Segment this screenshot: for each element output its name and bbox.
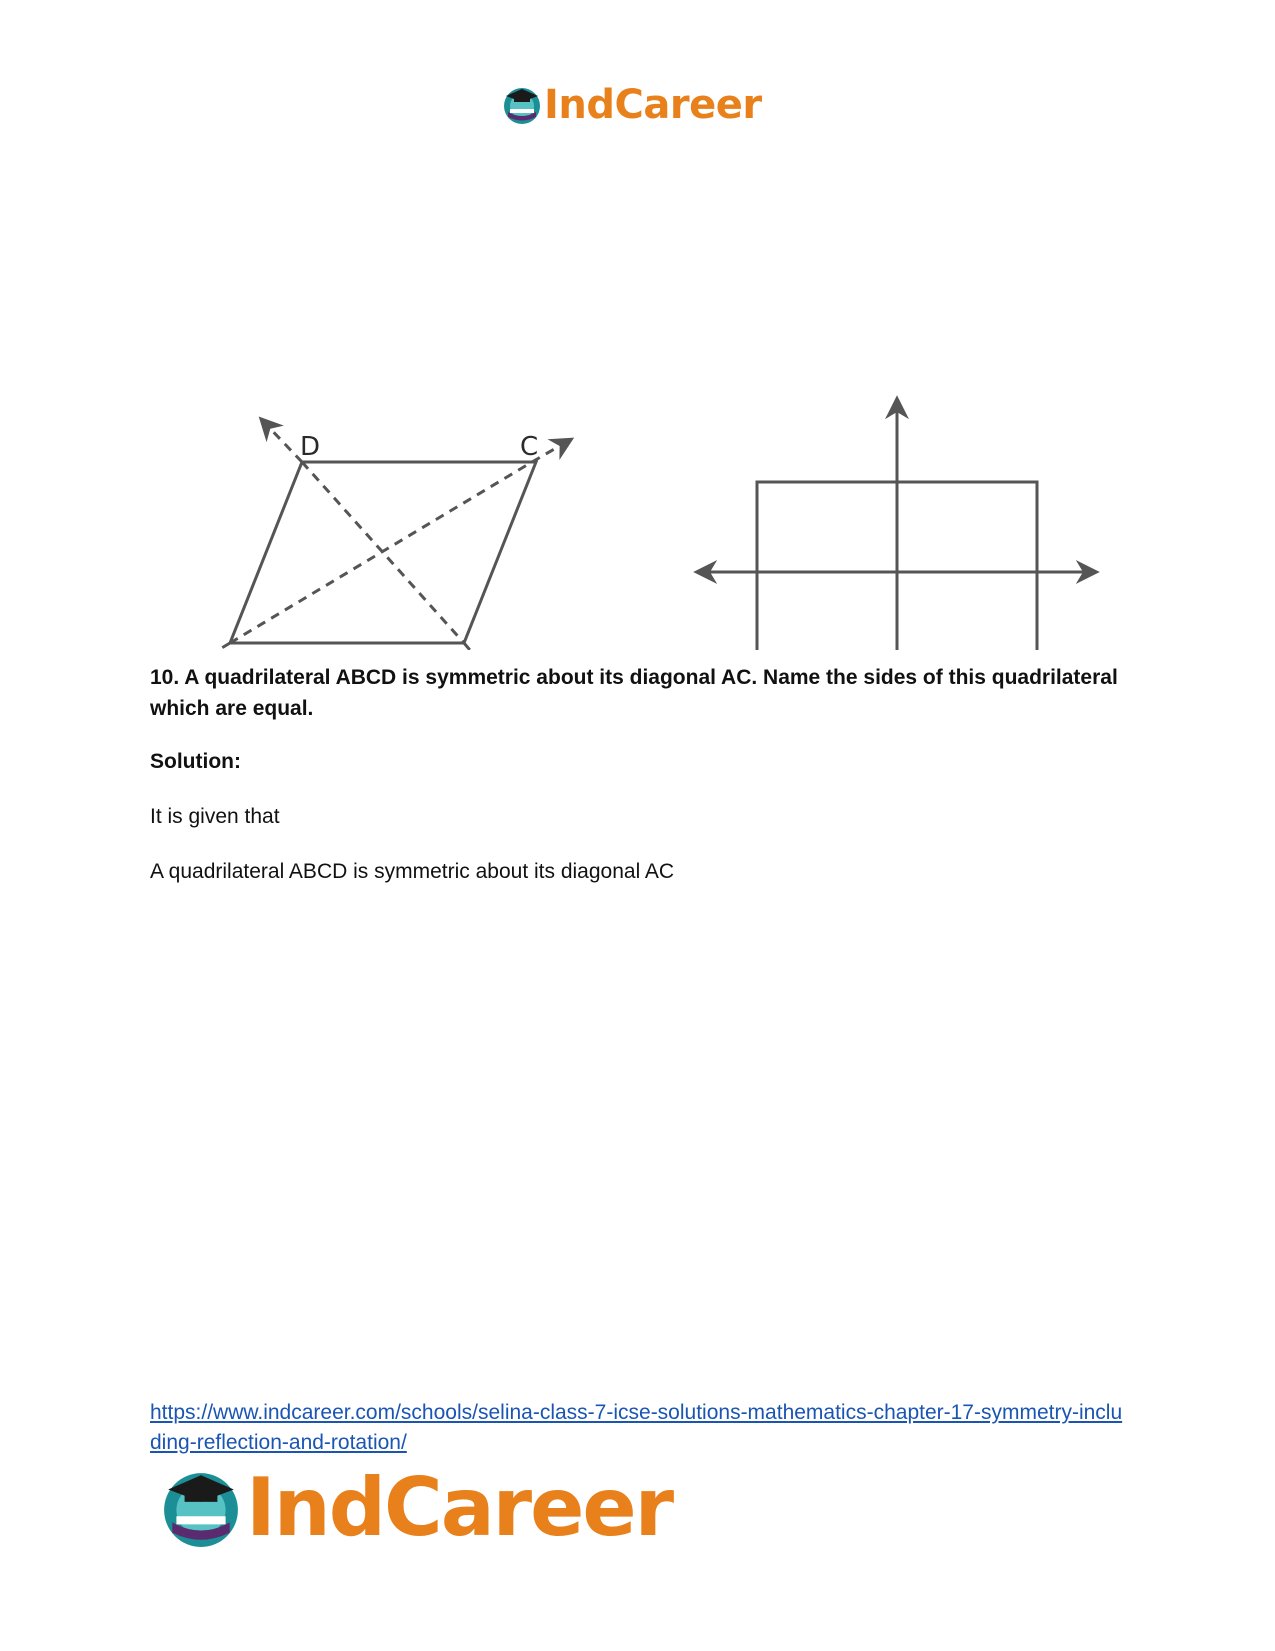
figure-canvas: [0, 190, 1275, 650]
logo-text: IndCareer: [246, 1461, 673, 1554]
vertex-c: C: [520, 432, 539, 462]
diagonal-bd-arrow-b: [464, 643, 490, 650]
symmetry-figures: [0, 190, 1275, 650]
graduation-globe-icon: [502, 85, 542, 125]
graduation-globe-icon: [160, 1467, 242, 1549]
diagonal-ac-arrow-a: [175, 643, 230, 650]
question-text: 10. A quadrilateral ABCD is symmetric about its diagonal AC. Name the sides of this quadrilateral which are equal.: [150, 666, 1118, 720]
logo-text: IndCareer: [544, 82, 762, 128]
solution-paragraph: A quadrilateral ABCD is symmetric about its diagonal AC: [150, 860, 675, 883]
solution-paragraph: It is given that: [150, 805, 280, 828]
footer-logo: [160, 1463, 720, 1553]
rectangle-figure: [698, 400, 1095, 650]
diagonal-bd-arrow-d: [262, 420, 302, 462]
vertex-d: D: [300, 432, 321, 462]
rhombus-figure: [175, 420, 570, 650]
solution-heading: Solution:: [150, 750, 241, 773]
source-link[interactable]: https://www.indcareer.com/schools/selina-class-7-icse-solutions-mathematics-chapter-17-symmetry-including-reflection-and-rotation/: [150, 1401, 1123, 1454]
header-logo: [502, 80, 782, 130]
